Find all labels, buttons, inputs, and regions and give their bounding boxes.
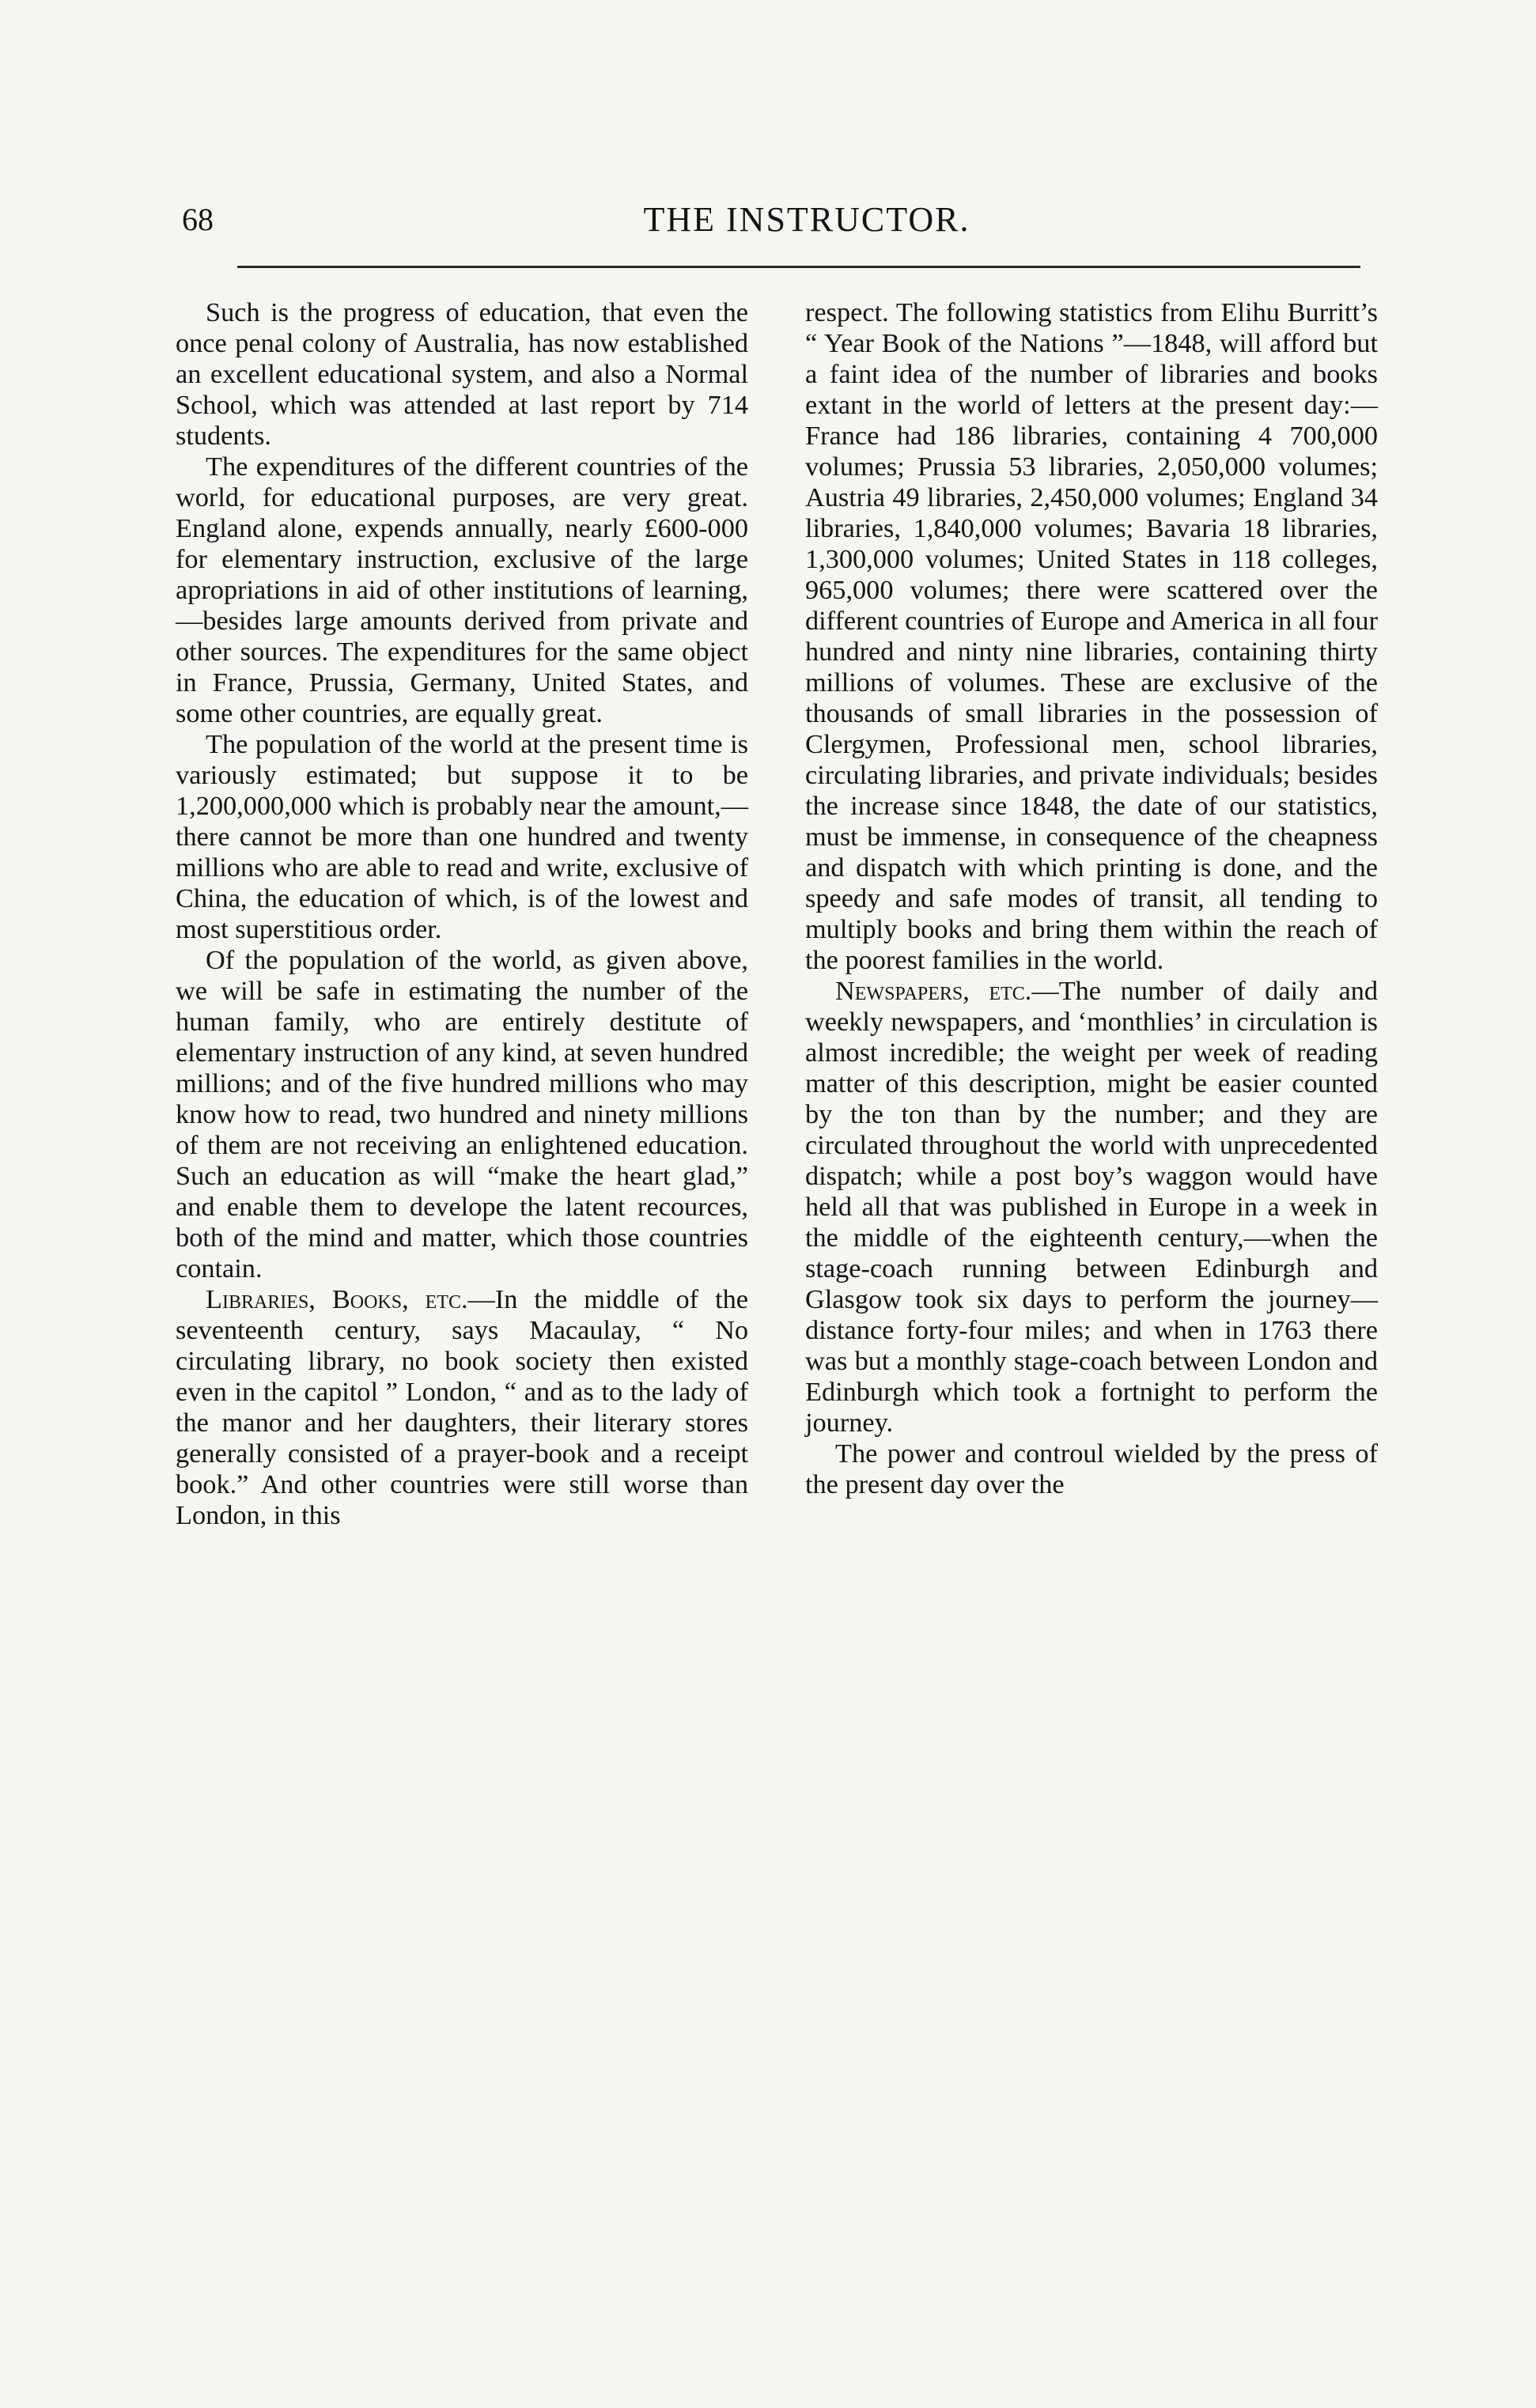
right-column bbox=[805, 297, 1378, 1500]
paragraph-text: The population of the world at the present time is variously estimated; but suppose it to be 1,200,000,000 which is probably near the amount,—there cannot be more than one hundred and twenty millions who are able to read and write, exclusive of China, the education of which, is of the lowest and most superstitious order. bbox=[176, 729, 748, 944]
paragraph-text: respect. The following statistics from Elihu Burritt’s “ Year Book of the Nations ”—1848, will afford but a faint idea of the number of libraries and books extant in the world of letters at the present day:—France had 186 libraries, containing 4 700,000 volumes; Prussia 53 libraries, 2,050,000 volumes; Austria 49 libraries, 2,450,000 volumes; England 34 libraries, 1,840,000 volumes; Bavaria 18 libraries, 1,300,000 volumes; United States in 118 colleges, 965,000 volumes; there were scattered over the different countries of Europe and America in all four hundred and ninty nine libraries, containing thirty millions of volumes. These are exclusive of the thousands of small libraries in the possession of Clergymen, Professional men, school libraries, circulating libraries, and private individuals; besides the increase since 1848, the date of our statistics, must be immense, in consequence of the cheapness and dispatch with which printing is done, and the speedy and safe modes of transit, all tending to multiply books and bring them within the reach of the poorest families in the world. bbox=[805, 297, 1378, 975]
paragraph bbox=[176, 729, 748, 945]
left-column bbox=[176, 297, 748, 1531]
paragraph-text: Of the population of the world, as given above, we will be safe in estimating the number of the human family, who are entirely destitute of elementary instruction of any kind, at seven hundred millions; and of the five hundred millions who may know how to read, two hundred and ninety millions of them are not receiving an enlightened education. Such an education as will “make the heart glad,” and enable them to develope the latent recources, both of the mind and matter, which those countries contain. bbox=[176, 945, 748, 1283]
paragraph bbox=[805, 1438, 1378, 1500]
header-rule bbox=[237, 266, 1360, 268]
paragraph-text: Such is the progress of education, that even the once penal colony of Australia, has now established an excellent educational system, and also a Normal School, which was attended at last report by 714 students. bbox=[176, 297, 748, 451]
paragraph bbox=[805, 976, 1378, 1438]
section-lead: Libraries, Books, etc. bbox=[206, 1284, 468, 1314]
paragraph-text: —The number of daily and weekly newspapers, and ‘monthlies’ in circulation is almost incredible; the weight per week of reading matter of this description, might be easier counted by the ton than by the number; and they are circulated throughout the world with unprecedented dispatch; while a post boy’s waggon would have held all that was published in Europe in a week in the middle of the eighteenth century,—when the stage-coach running between Edinburgh and Glasgow took six days to perform the journey—distance forty-four miles; and when in 1763 there was but a monthly stage-coach between London and Edinburgh which took a fortnight to perform the journey. bbox=[805, 976, 1378, 1438]
paragraph bbox=[805, 297, 1378, 976]
page-number: 68 bbox=[182, 202, 214, 237]
section-lead: Newspapers, etc. bbox=[835, 976, 1032, 1006]
paragraph-text: The expenditures of the different countries of the world, for educational purposes, are very great. England alone, expends annually, nearly £600-000 for elementary instruction, exclusive of the large apropriations in aid of other institutions of learning,—besides large amounts derived from private and other sources. The expenditures for the same object in France, Prussia, Germany, United States, and some other countries, are equally great. bbox=[176, 452, 748, 728]
paragraph bbox=[176, 297, 748, 452]
paragraph-text: —In the middle of the seventeenth century, says Macaulay, “ No circulating library, no book society then existed even in the capitol ” London, “ and as to the lady of the manor and her daughters, their literary stores generally consisted of a prayer-book and a receipt book.” And other countries were still worse than London, in this bbox=[176, 1284, 748, 1530]
running-title: THE INSTRUCTOR. bbox=[643, 200, 970, 239]
page-header bbox=[182, 196, 1432, 244]
paragraph bbox=[176, 452, 748, 729]
paragraph-text: The power and controul wielded by the press of the present day over the bbox=[805, 1438, 1378, 1499]
paragraph bbox=[176, 945, 748, 1284]
paragraph bbox=[176, 1284, 748, 1531]
